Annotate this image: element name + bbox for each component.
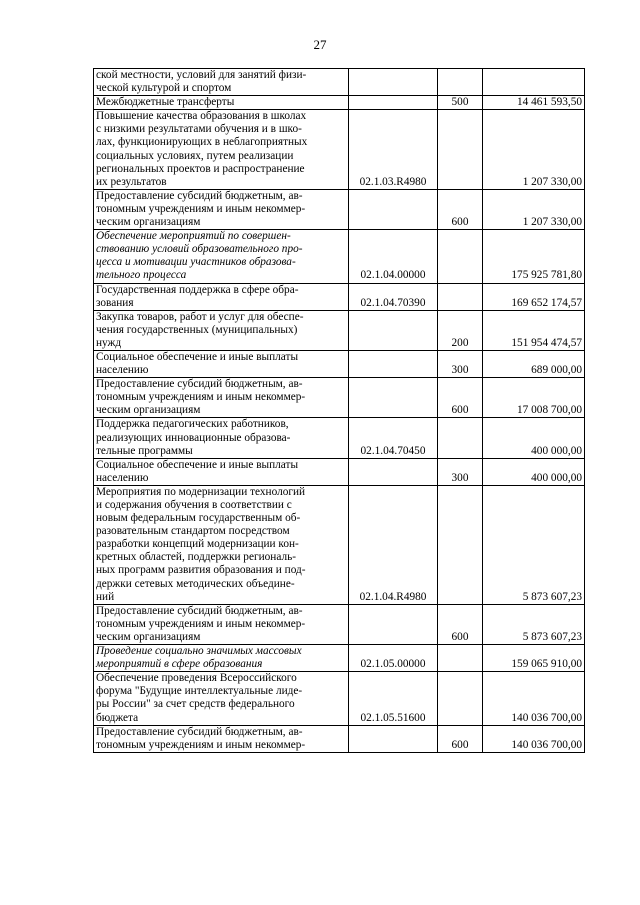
- row-code-cell: [349, 189, 438, 229]
- row-amount-cell: 5 873 607,23: [483, 604, 585, 644]
- table-row: [94, 672, 585, 725]
- row-amount-cell: [483, 69, 585, 96]
- row-amount-cell: 140 036 700,00: [483, 725, 585, 752]
- row-type-cell: [438, 110, 483, 190]
- table-row: [94, 645, 585, 672]
- row-name-cell: Предоставление субсидий бюджетным, ав- тономным учреждениям и иным некоммер- ческим организациям: [94, 189, 349, 229]
- table-row: [94, 604, 585, 644]
- row-code-cell: 02.1.04.70390: [349, 283, 438, 310]
- row-type-cell: 600: [438, 725, 483, 752]
- row-name-cell: Обеспечение проведения Всероссийского форума "Будущие интеллектуальные лиде- ры России" за счет средств федерального бюджета: [94, 672, 349, 725]
- row-code-cell: [349, 96, 438, 110]
- row-name-cell: Обеспечение мероприятий по совершен- ствованию условий образовательного про- цесса и мотивации участников образова- тельного процесса: [94, 230, 349, 283]
- row-amount-cell: 5 873 607,23: [483, 485, 585, 604]
- table-row: [94, 350, 585, 377]
- row-amount-cell: 151 954 474,57: [483, 310, 585, 350]
- row-type-cell: [438, 672, 483, 725]
- row-name-cell: Предоставление субсидий бюджетным, ав- тономным учреждениям и иным некоммер- ческим организациям: [94, 378, 349, 418]
- row-code-cell: 02.1.04.70450: [349, 418, 438, 458]
- row-type-cell: 300: [438, 350, 483, 377]
- table-row: [94, 189, 585, 229]
- table-row: [94, 418, 585, 458]
- row-amount-cell: 400 000,00: [483, 458, 585, 485]
- row-name-cell: Повышение качества образования в школах с низкими результатами обучения и в шко- лах, функционирующих в неблагоприятных социальных условиях, путем реализации региональных проектов и распространение их результатов: [94, 110, 349, 190]
- row-name-cell: Поддержка педагогических работников, реализующих инновационные образова- тельные программы: [94, 418, 349, 458]
- row-amount-cell: 175 925 781,80: [483, 230, 585, 283]
- table-row: [94, 378, 585, 418]
- row-type-cell: [438, 645, 483, 672]
- row-code-cell: 02.1.05.51600: [349, 672, 438, 725]
- table-row: [94, 283, 585, 310]
- table-row: [94, 230, 585, 283]
- row-code-cell: 02.1.04.00000: [349, 230, 438, 283]
- row-type-cell: [438, 418, 483, 458]
- row-type-cell: 600: [438, 604, 483, 644]
- row-name-cell: Предоставление субсидий бюджетным, ав- тономным учреждениям и иным некоммер-: [94, 725, 349, 752]
- row-type-cell: [438, 69, 483, 96]
- row-code-cell: 02.1.03.R4980: [349, 110, 438, 190]
- row-type-cell: 600: [438, 189, 483, 229]
- row-code-cell: [349, 69, 438, 96]
- table-row: [94, 458, 585, 485]
- row-code-cell: [349, 458, 438, 485]
- row-type-cell: [438, 485, 483, 604]
- row-code-cell: [349, 350, 438, 377]
- row-name-cell: Социальное обеспечение и иные выплаты населению: [94, 350, 349, 377]
- row-name-cell: Мероприятия по модернизации технологий и содержания обучения в соответствии с новым федеральным государственным об- разовательным стандартом посредством разработки концепций модернизации кон- кретных областей, поддержки региональ- ных программ развития образования и под- держки сетевых методических объедине- ний: [94, 485, 349, 604]
- row-type-cell: 200: [438, 310, 483, 350]
- row-name-cell: Государственная поддержка в сфере обра- зования: [94, 283, 349, 310]
- row-name-cell: ской местности, условий для занятий физи- ческой культурой и спортом: [94, 69, 349, 96]
- table-row: [94, 310, 585, 350]
- row-name-cell: Межбюджетные трансферты: [94, 96, 349, 110]
- table-row: [94, 725, 585, 752]
- table-row: [94, 485, 585, 604]
- row-name-cell: Закупка товаров, работ и услуг для обеспе- чения государственных (муниципальных) нужд: [94, 310, 349, 350]
- row-type-cell: 500: [438, 96, 483, 110]
- row-amount-cell: 140 036 700,00: [483, 672, 585, 725]
- table-row: [94, 96, 585, 110]
- row-type-cell: [438, 283, 483, 310]
- table-row: [94, 69, 585, 96]
- row-type-cell: 600: [438, 378, 483, 418]
- row-code-cell: [349, 604, 438, 644]
- row-type-cell: [438, 230, 483, 283]
- row-amount-cell: 1 207 330,00: [483, 189, 585, 229]
- budget-table-body: [94, 69, 585, 753]
- row-code-cell: [349, 310, 438, 350]
- row-amount-cell: 1 207 330,00: [483, 110, 585, 190]
- row-code-cell: [349, 725, 438, 752]
- row-name-cell: Социальное обеспечение и иные выплаты населению: [94, 458, 349, 485]
- row-name-cell: Проведение социально значимых массовых мероприятий в сфере образования: [94, 645, 349, 672]
- row-type-cell: 300: [438, 458, 483, 485]
- page-number: 27: [313, 37, 327, 52]
- row-amount-cell: 159 065 910,00: [483, 645, 585, 672]
- row-name-cell: Предоставление субсидий бюджетным, ав- тономным учреждениям и иным некоммер- ческим организациям: [94, 604, 349, 644]
- row-amount-cell: 14 461 593,50: [483, 96, 585, 110]
- row-code-cell: 02.1.04.R4980: [349, 485, 438, 604]
- row-amount-cell: 169 652 174,57: [483, 283, 585, 310]
- row-amount-cell: 689 000,00: [483, 350, 585, 377]
- row-code-cell: 02.1.05.00000: [349, 645, 438, 672]
- budget-table: [93, 68, 585, 753]
- row-amount-cell: 17 008 700,00: [483, 378, 585, 418]
- table-row: [94, 110, 585, 190]
- row-amount-cell: 400 000,00: [483, 418, 585, 458]
- row-code-cell: [349, 378, 438, 418]
